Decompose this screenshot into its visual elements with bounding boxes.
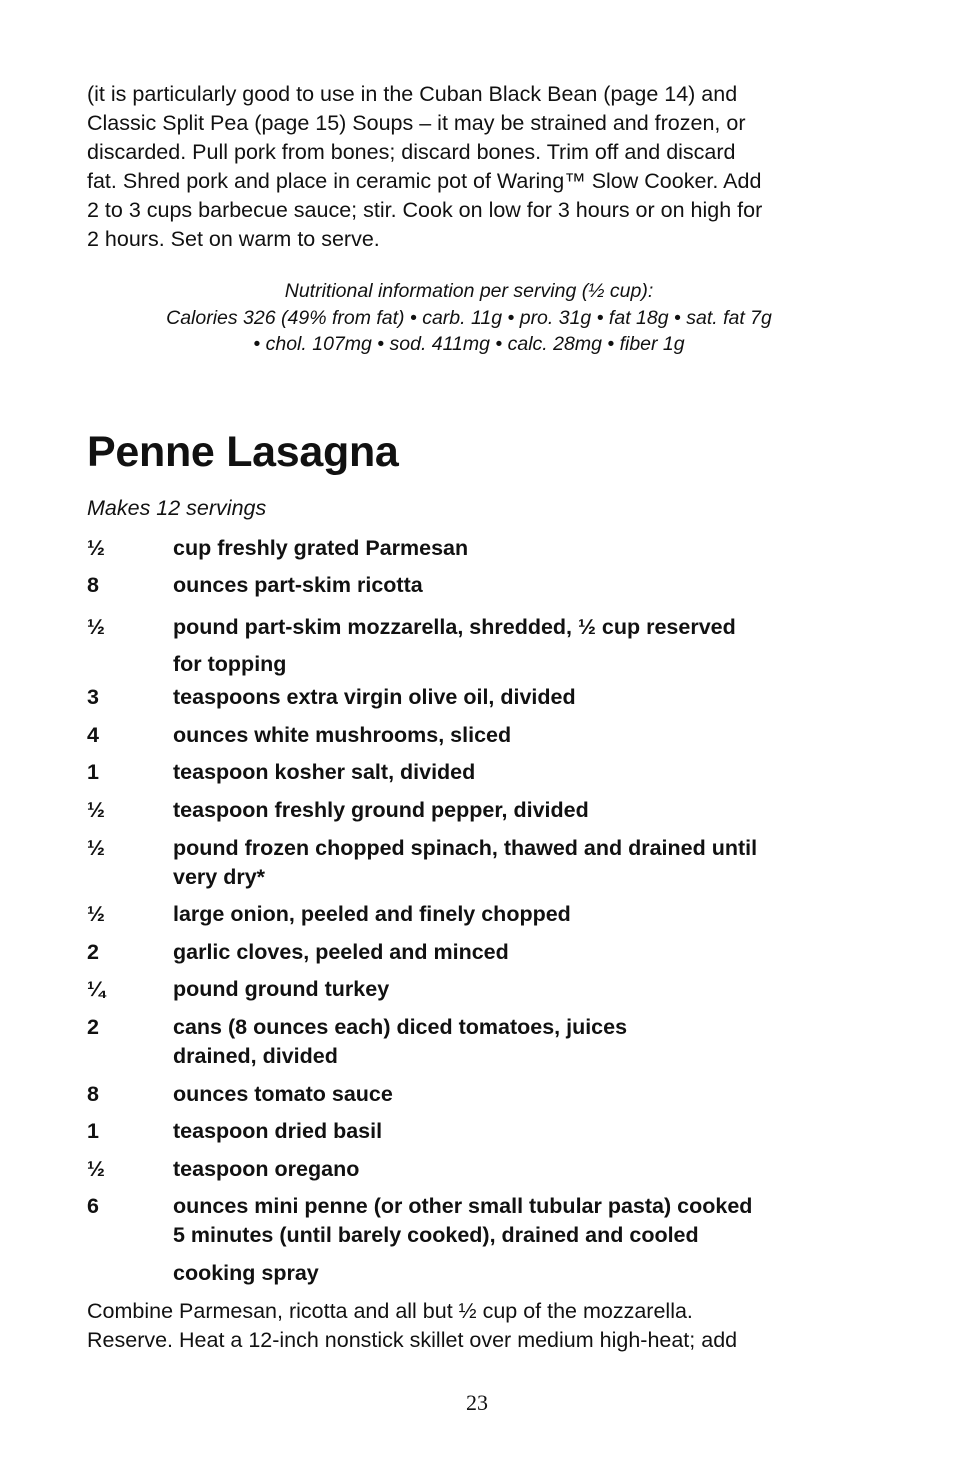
ingredient-text: pound ground turkey [173,977,390,1002]
ingredient-item [87,1192,867,1250]
ingredient-text: cup freshly grated Parmesan [173,535,469,560]
ingredient-item [87,683,867,712]
ingredient-text: large onion, peeled and finely chopped [173,902,571,927]
ingredient-text: ounces white mushrooms, sliced [173,722,512,747]
ingredient-text: pound part-skim mozzarella, shredded, ½ cup reserved [173,614,736,639]
ingredient-text-continued: very dry* [173,864,266,889]
ingredient-item [87,1013,867,1071]
ingredient-quantity: ¼ [87,977,105,1002]
ingredient-item [87,721,867,750]
ingredient-quantity: 8 [87,573,99,598]
ingredient-text: garlic cloves, peeled and minced [173,939,509,964]
nutrition-line: Calories 326 (49% from fat) • carb. 11g • pro. 31g • fat 18g • sat. fat 7g [166,306,772,329]
directions-line: Combine Parmesan, ricotta and all but ½ cup of the mozzarella. [87,1298,693,1323]
ingredient-quantity: 4 [87,722,99,747]
recipe-page [87,80,867,1355]
ingredient-item [87,900,867,929]
ingredient-item [87,938,867,967]
ingredient-quantity: 8 [87,1081,99,1106]
ingredient-item [87,571,867,600]
recipe-yield: Makes 12 servings [87,495,267,520]
ingredient-list [87,534,867,1289]
intro-paragraph [87,80,867,254]
ingredient-text: teaspoons extra virgin olive oil, divided [173,685,576,710]
ingredient-quantity: ½ [87,614,105,639]
ingredient-text: teaspoon freshly ground pepper, divided [173,798,589,823]
ingredient-text: ounces part-skim ricotta [173,573,423,598]
ingredient-item [87,1259,867,1288]
ingredient-text: teaspoon oregano [173,1156,360,1181]
ingredient-item [87,975,867,1004]
ingredient-quantity: 2 [87,1015,99,1040]
ingredient-quantity: 6 [87,1194,99,1219]
directions-paragraph [87,1297,867,1355]
ingredient-text: teaspoon dried basil [173,1119,383,1144]
ingredient-item [87,1117,867,1146]
ingredient-quantity: ½ [87,902,105,927]
ingredient-quantity: ½ [87,535,105,560]
directions-line: Reserve. Heat a 12-inch nonstick skillet over medium high-heat; add [87,1327,738,1352]
ingredient-text: teaspoon kosher salt, divided [173,760,476,785]
ingredient-item [87,758,867,787]
ingredient-text-continued: 5 minutes (until barely cooked), drained and cooled [173,1223,699,1248]
ingredient-quantity: 1 [87,760,99,785]
ingredient-item [87,534,867,563]
recipe-title: Penne Lasagna [87,427,399,476]
intro-line: discarded. Pull pork from bones; discard bones. Trim off and discard [87,140,736,164]
ingredient-item [87,609,867,683]
ingredient-quantity: 3 [87,685,99,710]
ingredient-text: ounces tomato sauce [173,1081,393,1106]
ingredient-text: cooking spray [173,1261,319,1285]
intro-line: 2 to 3 cups barbecue sauce; stir. Cook on low for 3 hours or on high for [87,198,763,222]
intro-line: fat. Shred pork and place in ceramic pot of Waring™ Slow Cooker. Add [87,169,762,193]
ingredient-quantity: 1 [87,1119,99,1144]
ingredient-quantity: ½ [87,835,105,860]
ingredient-item [87,834,867,892]
ingredient-quantity [87,1259,173,1288]
nutrition-heading: Nutritional information per serving (½ cup): [284,280,654,302]
ingredient-text: pound frozen chopped spinach, thawed and drained until [173,835,758,860]
intro-line: 2 hours. Set on warm to serve. [87,227,380,251]
page-number: 23 [466,1390,488,1415]
ingredient-text: cans (8 ounces each) diced tomatoes, juices [173,1015,628,1040]
intro-line: Classic Split Pea (page 15) Soups – it may be strained and frozen, or [87,111,746,135]
ingredient-text-continued: drained, divided [173,1044,338,1069]
ingredient-quantity: ½ [87,1156,105,1181]
ingredient-quantity: 2 [87,939,99,964]
ingredient-quantity: ½ [87,798,105,823]
ingredient-text: ounces mini penne (or other small tubular pasta) cooked [173,1194,753,1219]
nutrition-line: • chol. 107mg • sod. 411mg • calc. 28mg • fiber 1g [253,333,685,355]
nutrition-info [79,278,859,358]
ingredient-item [87,1080,867,1109]
ingredient-text-continued: for topping [173,651,287,676]
ingredient-item [87,1155,867,1184]
intro-line: (it is particularly good to use in the Cuban Black Bean (page 14) and [87,82,738,106]
ingredient-item [87,796,867,825]
